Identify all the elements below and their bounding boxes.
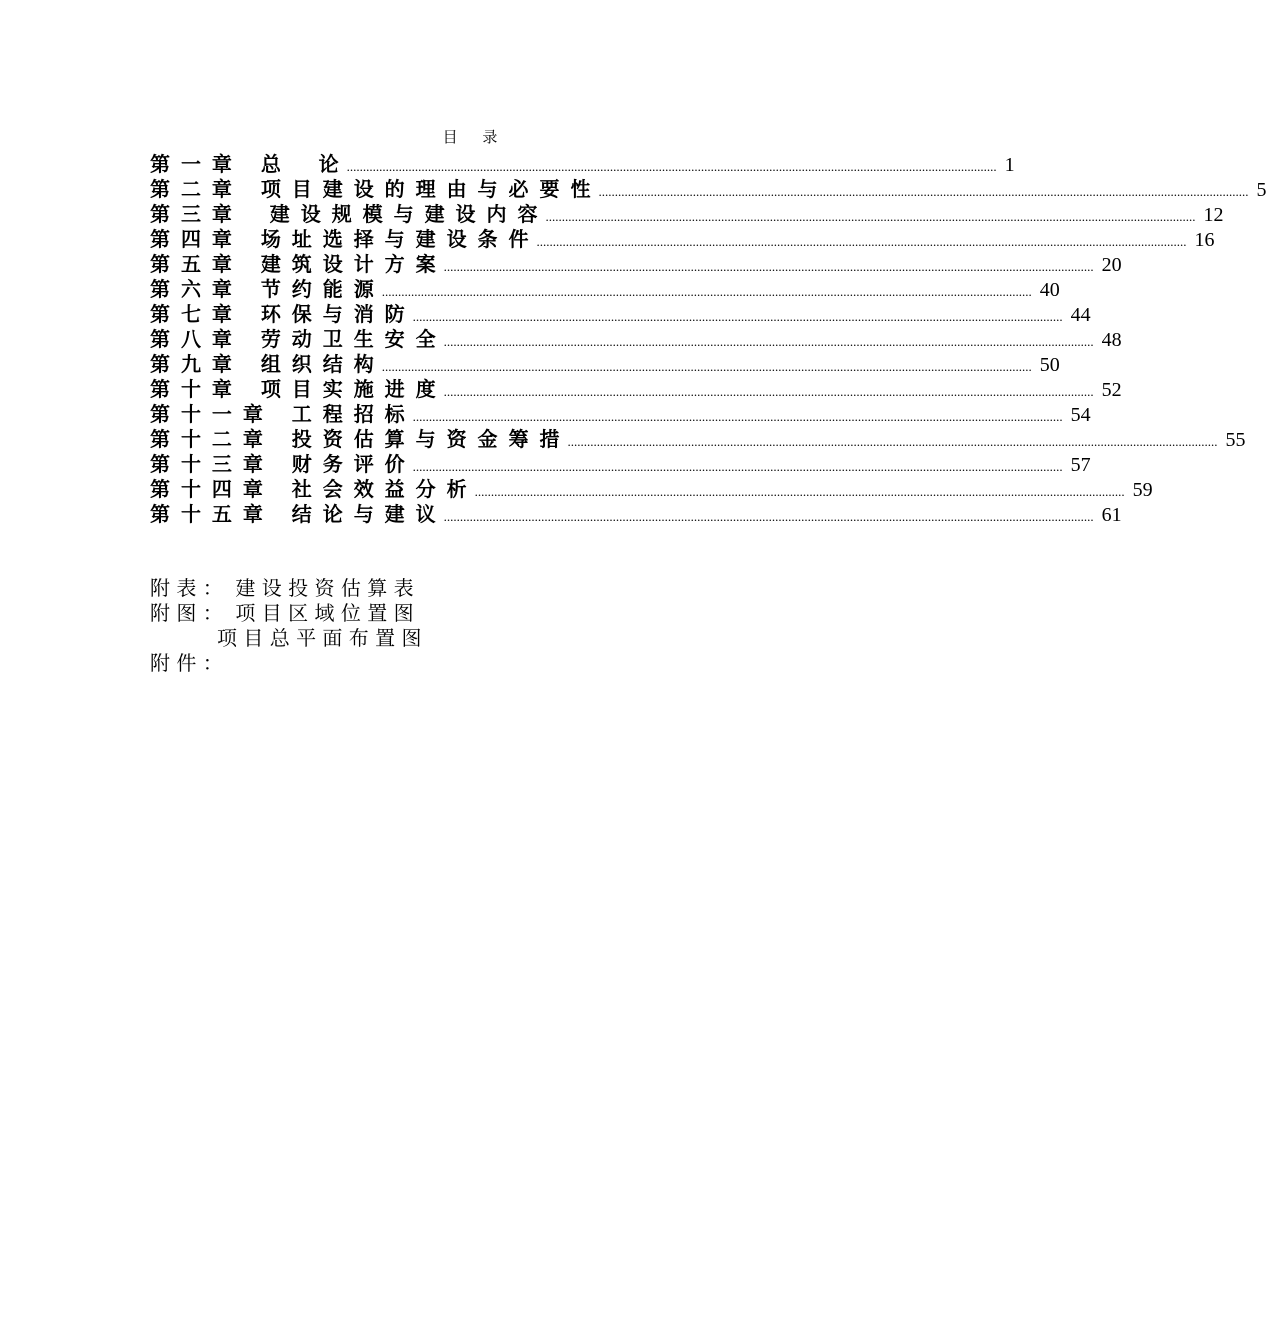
toc-entry-label: 第 十 五 章 结 论 与 建 议 bbox=[150, 502, 438, 526]
toc-entry-label: 第 九 章 组 织 结 构 bbox=[150, 352, 376, 376]
toc-entry-page: 48 bbox=[1101, 329, 1122, 351]
toc-entry bbox=[150, 273, 1060, 301]
toc-entry bbox=[150, 223, 1215, 251]
toc-entry-page: 44 bbox=[1070, 304, 1091, 326]
toc-entry-leader: ........................................................................................................................................................................................................ bbox=[443, 259, 1094, 274]
toc-entry bbox=[150, 323, 1122, 351]
toc-entry-label: 第 七 章 环 保 与 消 防 bbox=[150, 302, 407, 326]
toc-entry bbox=[150, 448, 1091, 476]
toc-entry-leader: ........................................................................................................................................................................................................ bbox=[567, 434, 1218, 449]
toc-entry bbox=[150, 298, 1091, 326]
toc-entry-page: 50 bbox=[1039, 354, 1060, 376]
toc-entry-page: 12 bbox=[1203, 204, 1224, 226]
toc-entry bbox=[150, 498, 1122, 526]
toc-entry-page: 20 bbox=[1101, 254, 1122, 276]
toc-entry-label: 第 四 章 场 址 选 择 与 建 设 条 件 bbox=[150, 227, 531, 251]
toc-entry-leader: ........................................................................................................................................................................................................ bbox=[412, 309, 1063, 324]
toc-entry bbox=[150, 473, 1153, 501]
toc-entry-leader: ........................................................................................................................................................................................................ bbox=[412, 459, 1063, 474]
toc-title: 目 录 bbox=[442, 128, 508, 146]
toc-entry-label: 第 三 章 建 设 规 模 与 建 设 内 容 bbox=[150, 202, 540, 226]
toc-entry-leader: ........................................................................................................................................................................................................ bbox=[346, 159, 997, 174]
appendix-figure-line-2: 项 目 总 平 面 布 置 图 bbox=[217, 626, 422, 650]
toc-entry bbox=[150, 173, 1266, 201]
toc-entry-page: 54 bbox=[1070, 404, 1091, 426]
appendix-figure-line: 附 图 ： 项 目 区 域 位 置 图 bbox=[150, 601, 414, 625]
toc-entry bbox=[150, 373, 1122, 401]
toc-entry bbox=[150, 198, 1224, 226]
toc-entry-page: 55 bbox=[1225, 429, 1246, 451]
toc-entry-leader: ........................................................................................................................................................................................................ bbox=[598, 184, 1249, 199]
toc-entry-label: 第 十 二 章 投 资 估 算 与 资 金 筹 措 bbox=[150, 427, 562, 451]
toc-entry-page: 61 bbox=[1101, 504, 1122, 526]
toc-entry-page: 1 bbox=[1004, 154, 1015, 176]
toc-entry-label: 第 八 章 劳 动 卫 生 安 全 bbox=[150, 327, 438, 351]
toc-entry-leader: ........................................................................................................................................................................................................ bbox=[381, 359, 1032, 374]
toc-entry bbox=[150, 398, 1091, 426]
toc-entry-leader: ........................................................................................................................................................................................................ bbox=[545, 209, 1196, 224]
toc-entry-page: 52 bbox=[1101, 379, 1122, 401]
toc-entry-leader: ........................................................................................................................................................................................................ bbox=[443, 334, 1094, 349]
toc-entry-leader: ........................................................................................................................................................................................................ bbox=[443, 384, 1094, 399]
toc-entry-label: 第 五 章 建 筑 设 计 方 案 bbox=[150, 252, 438, 276]
toc-entry-label: 第 一 章 总 论 bbox=[150, 152, 341, 176]
toc-entry-page: 5 bbox=[1256, 179, 1266, 201]
toc-entry-leader: ........................................................................................................................................................................................................ bbox=[536, 234, 1187, 249]
toc-entry-page: 40 bbox=[1039, 279, 1060, 301]
toc-entry-label: 第 十 三 章 财 务 评 价 bbox=[150, 452, 407, 476]
toc-entry-page: 59 bbox=[1132, 479, 1153, 501]
toc-entry bbox=[150, 248, 1122, 276]
toc-entry bbox=[150, 348, 1060, 376]
toc-entry-page: 16 bbox=[1194, 229, 1215, 251]
toc-entry-label: 第 十 一 章 工 程 招 标 bbox=[150, 402, 407, 426]
toc-entry-label: 第 六 章 节 约 能 源 bbox=[150, 277, 376, 301]
toc-entry bbox=[150, 423, 1246, 451]
toc-entry-page: 57 bbox=[1070, 454, 1091, 476]
toc-entry-label: 第 十 四 章 社 会 效 益 分 析 bbox=[150, 477, 469, 501]
appendix-table-line: 附 表 ： 建 设 投 资 估 算 表 bbox=[150, 576, 414, 600]
toc-entry-leader: ........................................................................................................................................................................................................ bbox=[412, 409, 1063, 424]
appendix-attachment-line: 附 件 ： bbox=[150, 651, 223, 675]
toc-entry-leader: ........................................................................................................................................................................................................ bbox=[474, 484, 1125, 499]
toc-entry-leader: ........................................................................................................................................................................................................ bbox=[443, 509, 1094, 524]
toc-entry-leader: ........................................................................................................................................................................................................ bbox=[381, 284, 1032, 299]
toc-entry-label: 第 十 章 项 目 实 施 进 度 bbox=[150, 377, 438, 401]
toc-entry bbox=[150, 148, 1015, 176]
toc-entry-label: 第 二 章 项 目 建 设 的 理 由 与 必 要 性 bbox=[150, 177, 593, 201]
